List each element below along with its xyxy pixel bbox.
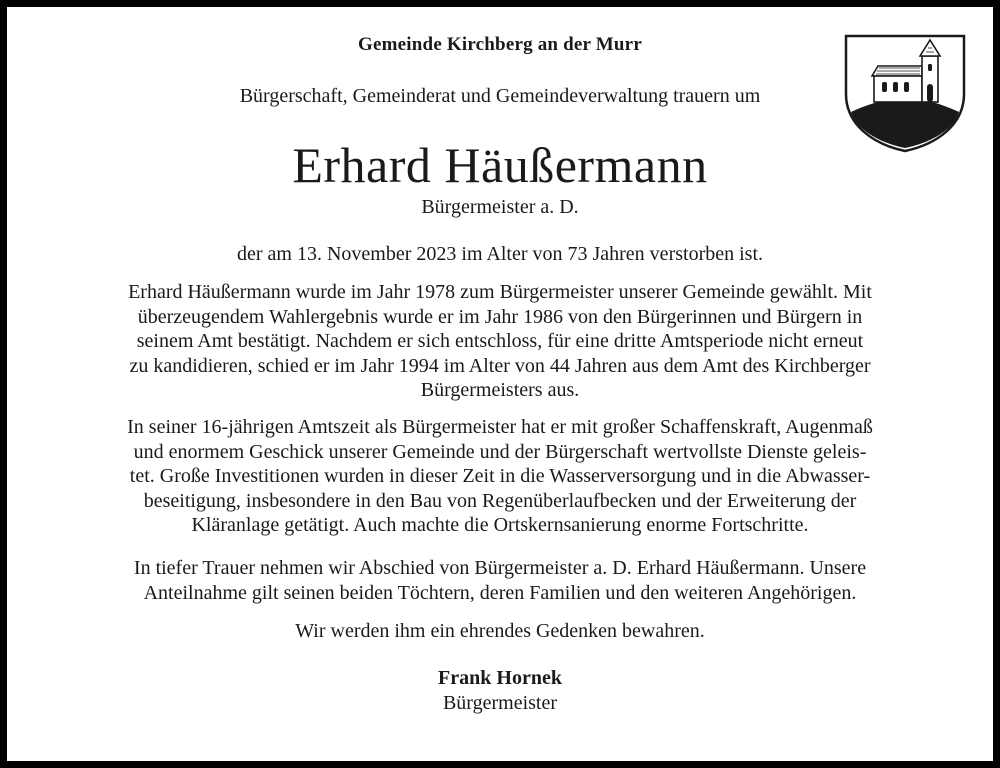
text-line: Kläranlage getätigt. Auch machte die Ortskernsanierung enorme Fortschritte. <box>191 514 809 536</box>
text-line: tet. Große Investitionen wurden in dieser Zeit in die Wasserversorgung und in die Abwasser- <box>129 465 871 487</box>
signatory-name: Frank Hornek <box>438 667 562 689</box>
text-line: In tiefer Trauer nehmen wir Abschied von Bürgermeister a. D. Erhard Häußermann. Unsere <box>133 557 867 579</box>
text-line: überzeugendem Wahlergebnis wurde er im Jahr 1986 von den Bürgerinnen und Bürgern in <box>137 305 863 328</box>
text-line: Erhard Häußermann wurde im Jahr 1978 zum Bürgermeister unserer Gemeinde gewählt. Mit <box>128 281 872 303</box>
paragraph-career <box>52 280 948 403</box>
text-line: seinem Amt bestätigt. Nachdem er sich entschloss, für eine dritte Amtsperiode nicht erneut <box>136 330 864 352</box>
deceased-title: Bürgermeister a. D. <box>421 196 579 218</box>
closing-line <box>52 619 948 644</box>
text-line: Anteilnahme gilt seinen beiden Töchtern, deren Familien und den weiteren Angehörigen. <box>143 581 857 604</box>
paragraph-condolences <box>52 556 948 605</box>
mourners-line: Bürgerschaft, Gemeinderat und Gemeindeverwaltung trauern um <box>239 85 761 107</box>
coat-of-arms-church-icon <box>842 32 968 154</box>
text-line: zu kandidieren, schied er im Jahr 1994 im Alter von 44 Jahren aus dem Amt des Kirchberger <box>129 354 871 377</box>
deceased-name: Erhard Häußermann <box>292 137 708 193</box>
mound <box>851 98 959 148</box>
text-line: beseitigung, insbesondere in den Bau von Regenüberlaufbecken und der Erweiterung der <box>143 489 857 512</box>
organization-heading: Gemeinde Kirchberg an der Murr <box>358 34 642 55</box>
text-line: und enormem Geschick unserer Gemeinde und der Bürgerschaft wertvollste Dienste geleis- <box>133 440 867 463</box>
text-line: Bürgermeisters aus. <box>420 379 580 401</box>
paragraph-achievements <box>52 415 948 538</box>
death-line: der am 13. November 2023 im Alter von 73 Jahren verstorben ist. <box>237 243 763 265</box>
text-line: In seiner 16-jährigen Amtszeit als Bürgermeister hat er mit großer Schaffenskraft, Augenmaß <box>127 416 873 438</box>
text-line: Wir werden ihm ein ehrendes Gedenken bewahren. <box>295 620 705 642</box>
signatory-role: Bürgermeister <box>442 692 558 714</box>
